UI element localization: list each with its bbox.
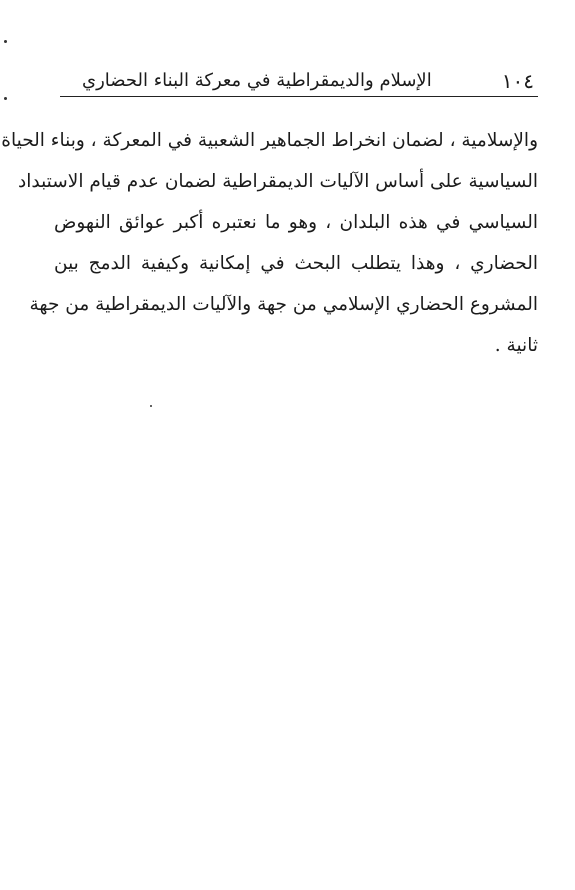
page-header <box>60 62 538 97</box>
text-line: ثانية . <box>494 335 538 356</box>
scan-speck <box>4 97 7 100</box>
body-paragraph <box>1 120 538 366</box>
page-number: ١٠٤ <box>501 69 534 93</box>
scan-speck <box>150 405 152 407</box>
text-line: السياسية على أساس الآليات الديمقراطية لضمان عدم قيام الاستبداد <box>18 171 538 192</box>
text-line: والإسلامية ، لضمان انخراط الجماهير الشعبية في المعركة ، وبناء الحياة <box>1 130 538 151</box>
text-line: السياسي في هذه البلدان ، وهو ما نعتبره أكبر عوائق النهوض <box>54 212 538 233</box>
running-title: الإسلام والديمقراطية في معركة البناء الحضاري <box>82 70 432 91</box>
text-line: الحضاري ، وهذا يتطلب البحث في إمكانية وكيفية الدمج بين <box>54 253 538 274</box>
text-line: المشروع الحضاري الإسلامي من جهة والآليات الديمقراطية من جهة <box>29 294 538 315</box>
scan-speck <box>4 40 7 43</box>
